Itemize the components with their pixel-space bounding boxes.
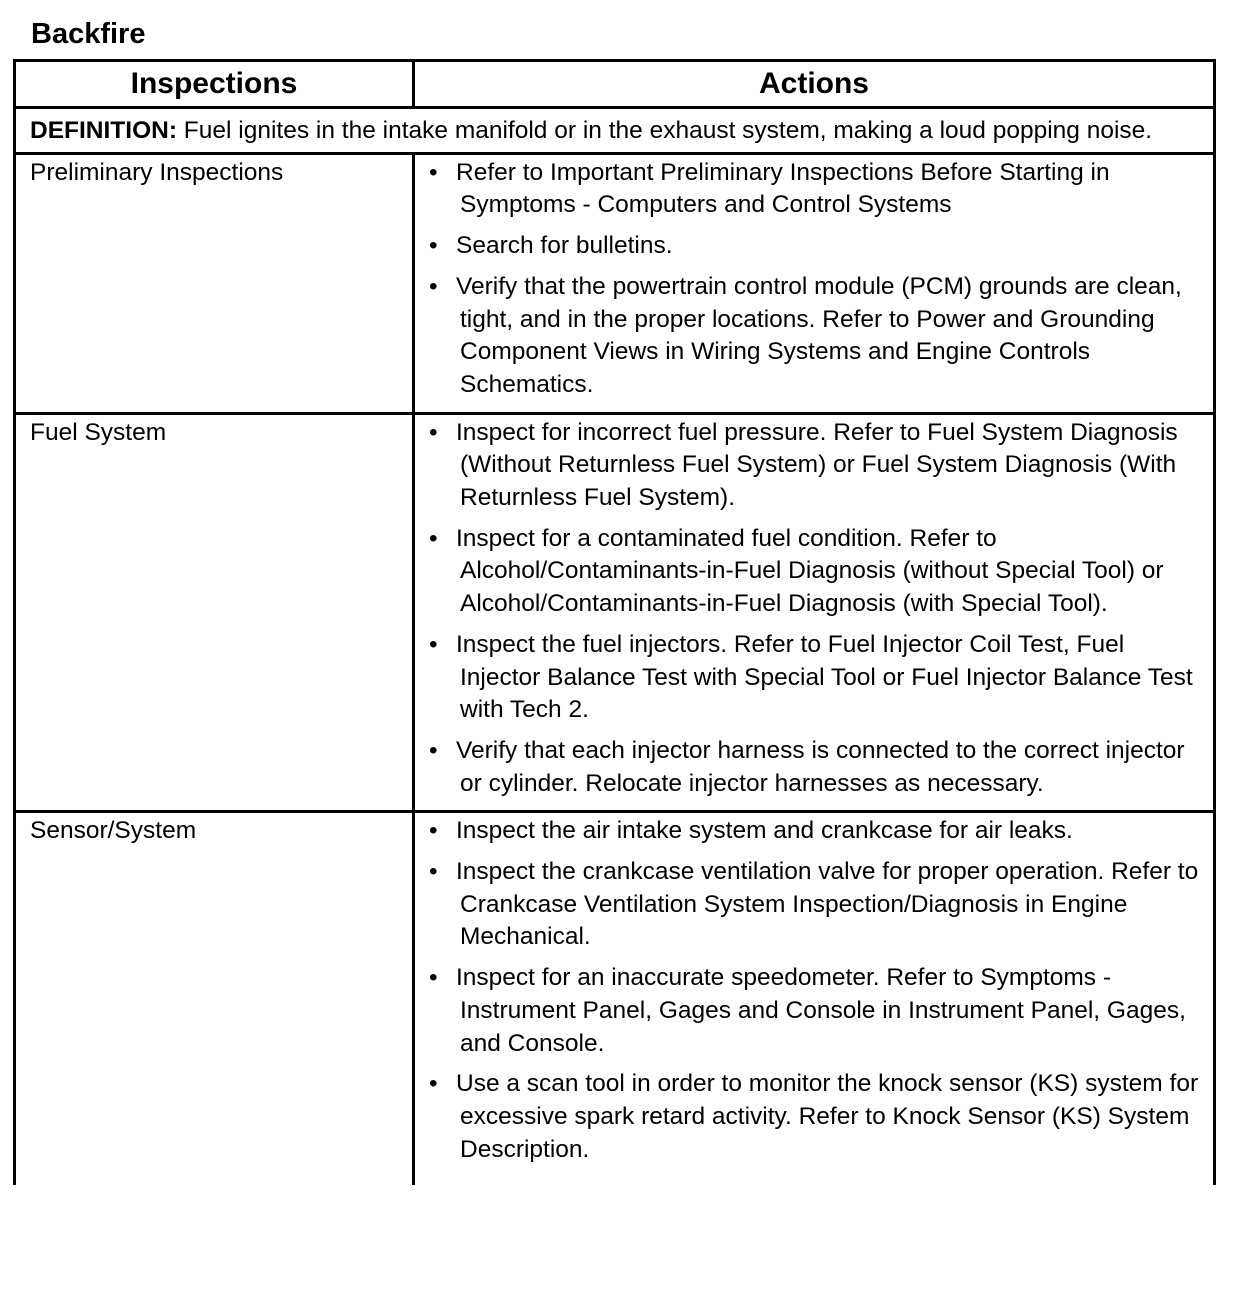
bullet-icon: • bbox=[429, 630, 438, 658]
action-item bbox=[429, 735, 1199, 800]
table-row bbox=[15, 153, 1215, 413]
definition-text: Fuel ignites in the intake manifold or in the exhaust system, making a loud popping noise. bbox=[177, 117, 1153, 144]
action-text: Inspect for incorrect fuel pressure. Refer to Fuel System Diagnosis (Without Returnless Fuel System) or Fuel System Diagnosis (With Returnless Fuel System). bbox=[456, 418, 1178, 512]
action-text: Verify that each injector harness is connected to the correct injector or cylinder. Relocate injector harnesses as necessary. bbox=[456, 736, 1185, 797]
bullet-icon: • bbox=[429, 736, 438, 764]
bullet-icon: • bbox=[429, 272, 438, 300]
inspection-cell: Preliminary Inspections bbox=[15, 153, 414, 413]
bullet-icon: • bbox=[429, 158, 438, 186]
actions-list bbox=[429, 417, 1199, 801]
action-item bbox=[429, 856, 1199, 954]
definition-row bbox=[15, 108, 1215, 154]
table-row bbox=[15, 812, 1215, 1186]
action-item bbox=[429, 1068, 1199, 1166]
actions-list bbox=[429, 157, 1199, 402]
header-actions: Actions bbox=[414, 61, 1215, 108]
bullet-icon: • bbox=[429, 232, 438, 260]
table-row bbox=[15, 413, 1215, 812]
inspection-cell: Sensor/System bbox=[15, 812, 414, 1186]
actions-cell bbox=[414, 812, 1215, 1186]
header-inspections: Inspections bbox=[15, 61, 414, 108]
definition-cell bbox=[15, 108, 1215, 154]
bullet-icon: • bbox=[429, 817, 438, 845]
action-item bbox=[429, 271, 1199, 402]
bullet-icon: • bbox=[429, 524, 438, 552]
bullet-icon: • bbox=[429, 418, 438, 446]
action-text: Inspect for an inaccurate speedometer. Refer to Symptoms - Instrument Panel, Gages and Console in Instrument Panel, Gages, and Console. bbox=[456, 964, 1186, 1057]
action-item bbox=[429, 157, 1199, 222]
actions-cell bbox=[414, 413, 1215, 812]
action-text: Search for bulletins. bbox=[456, 232, 673, 260]
actions-cell bbox=[414, 153, 1215, 413]
bullet-icon: • bbox=[429, 1070, 438, 1098]
action-item bbox=[429, 523, 1199, 621]
action-text: Verify that the powertrain control module (PCM) grounds are clean, tight, and in the proper locations. Refer to Power and Grounding Component Views in Wiring Systems and Engine Controls Schematics. bbox=[456, 272, 1182, 398]
action-item bbox=[429, 815, 1199, 848]
action-text: Inspect the fuel injectors. Refer to Fuel Injector Coil Test, Fuel Injector Balance Test with Special Tool or Fuel Injector Balance Test with Tech 2. bbox=[456, 630, 1193, 724]
actions-list bbox=[429, 815, 1199, 1166]
inspection-cell: Fuel System bbox=[15, 413, 414, 812]
action-text: Inspect for a contaminated fuel condition. Refer to Alcohol/Contaminants-in-Fuel Diagnosis (without Special Tool) or Alcohol/Contaminants-in-Fuel Diagnosis (with Special Tool). bbox=[456, 524, 1164, 618]
action-text: Inspect the crankcase ventilation valve for proper operation. Refer to Crankcase Ventilation System Inspection/Diagnosis in Engine Mechanical. bbox=[456, 858, 1199, 951]
action-text: Use a scan tool in order to monitor the knock sensor (KS) system for excessive spark retard activity. Refer to Knock Sensor (KS) System Description. bbox=[456, 1070, 1199, 1163]
action-text: Inspect the air intake system and crankcase for air leaks. bbox=[456, 817, 1073, 845]
action-item bbox=[429, 962, 1199, 1060]
action-text: Refer to Important Preliminary Inspections Before Starting in Symptoms - Computers and Control Systems bbox=[456, 158, 1110, 219]
action-item bbox=[429, 417, 1199, 515]
page-title: Backfire bbox=[31, 18, 146, 50]
backfire-table bbox=[13, 59, 1216, 1185]
bullet-icon: • bbox=[429, 858, 438, 886]
action-item bbox=[429, 629, 1199, 727]
action-item bbox=[429, 230, 1199, 263]
definition-label: DEFINITION: bbox=[30, 117, 177, 144]
header-row bbox=[15, 61, 1215, 108]
bullet-icon: • bbox=[429, 964, 438, 992]
